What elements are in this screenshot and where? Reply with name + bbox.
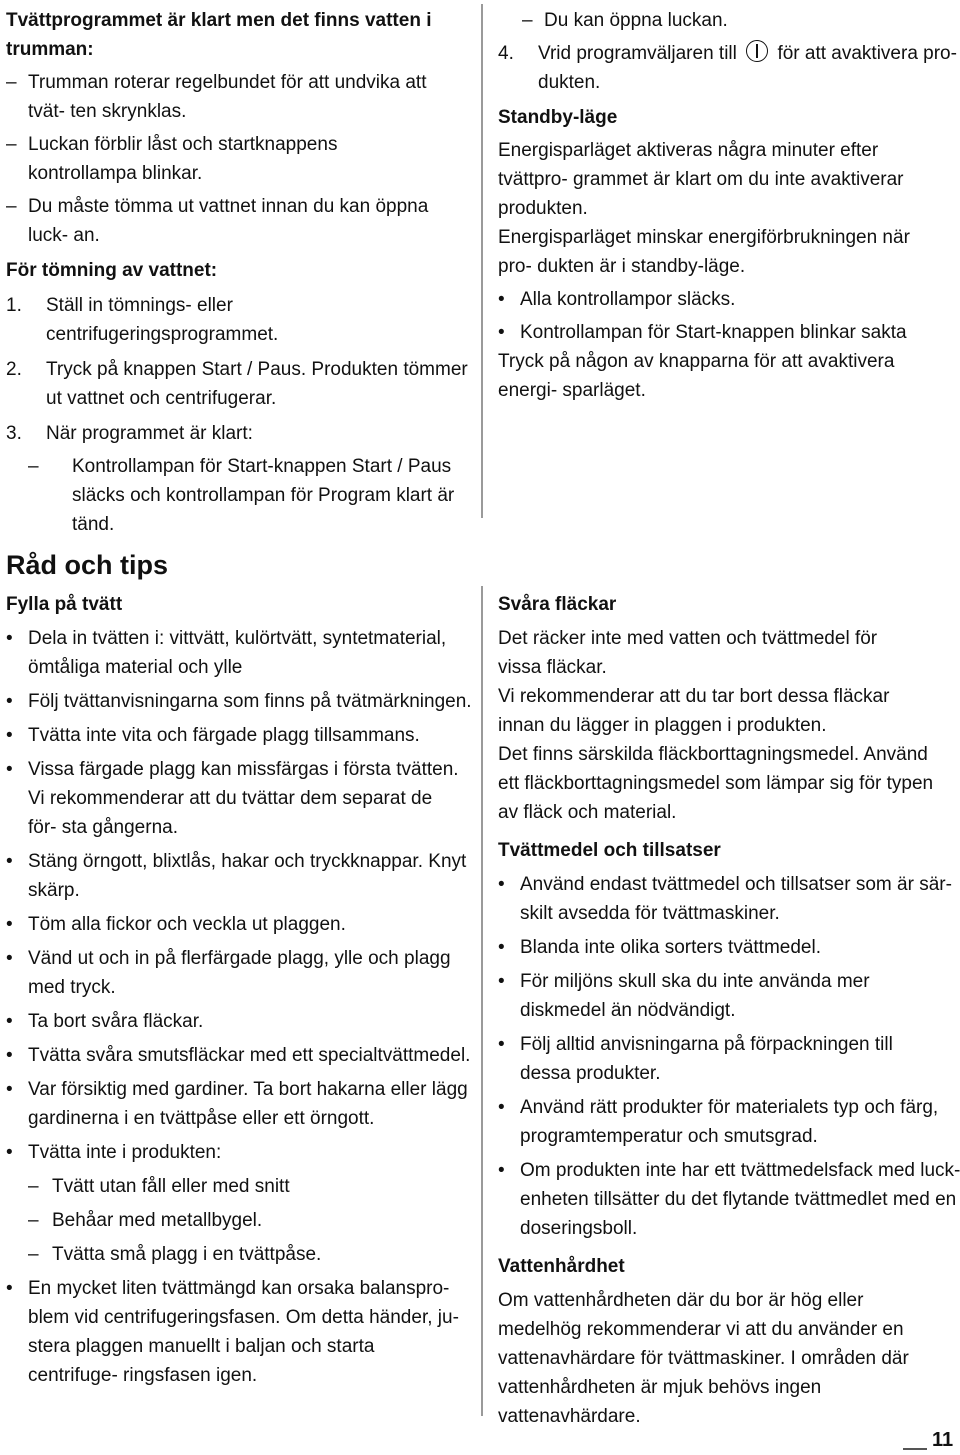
dash-item: – Du måste tömma ut vattnet innan du kan öppna luck- an. xyxy=(6,192,448,250)
dash-item: – Trumman roterar regelbundet för att undvika att tvät- ten skrynklas. xyxy=(6,68,448,126)
sub-dash-item: – Behåar med metallbygel. xyxy=(6,1206,468,1235)
step-text: Ställ in tömnings- eller centrifugeringsprogrammet. xyxy=(46,295,279,345)
column-divider-bottom xyxy=(481,586,483,1416)
water-hardness-paragraph: Om vattenhårdheten där du bor är hög eller medelhög rekommenderar vi att du använder en vattenavhärdare för tvättmaskiner. I områden där vattenhårdheten är mjuk behövs ingen vattenavhärdare. xyxy=(498,1290,909,1427)
sub-dash-item: – Tvätt utan fåll eller med snitt xyxy=(6,1172,468,1201)
step-1 xyxy=(6,291,468,349)
step-number: 3. xyxy=(6,423,22,444)
list-item: • Blanda inte olika sorters tvättmedel. xyxy=(498,933,960,962)
standby-heading: Standby-läge xyxy=(498,107,618,128)
stains-paragraph: Det finns särskilda fläckborttagningsmedel. Använd ett fläckborttagningsmedel som lämpar sig för typen av fläck och material. xyxy=(498,744,934,823)
list-item: • Vissa färgade plagg kan missfärgas i första tvätten. Vi rekommenderar att du tvättar dem separat de för- sta gångerna. xyxy=(6,755,464,842)
top-right-column xyxy=(498,6,957,405)
step-text-after: för att avaktivera pro- dukten. xyxy=(538,43,957,93)
standby-paragraph: Energisparläget aktiveras några minuter efter tvättpro- grammet är klart om du inte avaktiverar produkten. xyxy=(498,140,904,219)
stains-paragraph: Vi rekommenderar att du tar bort dessa fläckar innan du lägger in plaggen i produkten. xyxy=(498,686,890,736)
list-item: • Följ alltid anvisningarna på förpackningen till dessa produkter. xyxy=(498,1030,940,1088)
step-3-dash: – Kontrollampan för Start-knappen Start / Paus släcks och kontrollampan för Program klart är tänd. xyxy=(6,452,464,539)
standby-paragraph: Tryck på någon av knapparna för att avaktivera energi- sparläget. xyxy=(498,351,895,401)
list-item: • Tvätta inte i produkten: xyxy=(6,1138,468,1167)
step-text-before: Vrid programväljaren till xyxy=(538,43,737,64)
loading-heading: Fylla på tvätt xyxy=(6,594,123,615)
list-item: • Vänd ut och in på flerfärgade plagg, ylle och plagg med tryck. xyxy=(6,944,468,1002)
step-text: Tryck på knappen Start / Paus. Produkten tömmer ut vattnet och centrifugerar. xyxy=(46,359,468,409)
step-number: 4. xyxy=(498,43,514,64)
page-number: 11 xyxy=(932,1429,954,1451)
drain-steps-heading: För tömning av vattnet: xyxy=(6,260,218,281)
list-item: • Använd rätt produkter för materialets typ och färg, programtemperatur och smutsgrad. xyxy=(498,1093,960,1151)
water-hardness-heading: Vattenhårdhet xyxy=(498,1256,625,1277)
list-item: • Om produkten inte har ett tvättmedelsfack med luck- enheten tillsätter du det flytande tvättmedlet med en doseringsboll. xyxy=(498,1156,960,1243)
drain-heading: Tvättprogrammet är klart men det finns vatten i trumman: xyxy=(6,10,432,60)
detergents-heading: Tvättmedel och tillsatser xyxy=(498,840,721,861)
list-item: • Följ tvättanvisningarna som finns på tvätmärkningen. xyxy=(6,687,478,716)
standby-paragraph: Energisparläget minskar energiförbrukningen när pro- dukten är i standby-läge. xyxy=(498,227,910,277)
standby-bullet: • Kontrollampan för Start-knappen blinkar sakta xyxy=(498,318,954,347)
sub-dash-item: – Tvätta små plagg i en tvättpåse. xyxy=(6,1240,468,1269)
dash-item: – Luckan förblir låst och startknappens kontrollampa blinkar. xyxy=(6,130,448,188)
bottom-right-column xyxy=(498,590,960,1431)
list-item: • Ta bort svåra fläckar. xyxy=(6,1007,468,1036)
step-2 xyxy=(6,355,468,413)
step-number: 1. xyxy=(6,295,22,316)
list-item: • Töm alla fickor och veckla ut plaggen. xyxy=(6,910,468,939)
step-4 xyxy=(498,39,960,97)
bottom-left-column xyxy=(6,590,472,1390)
step-3 xyxy=(6,419,468,448)
list-item: • Tvätta svåra smutsfläckar med ett specialtvättmedel. xyxy=(6,1041,478,1070)
list-item: • Tvätta inte vita och färgade plagg tillsammans. xyxy=(6,721,468,750)
step-number: 2. xyxy=(6,359,22,380)
column-divider-top xyxy=(481,4,483,518)
list-item: • En mycket liten tvättmängd kan orsaka balanspro- blem vid centrifugeringsfasen. Om detta händer, ju- stera plaggen manuellt i baljan och starta centrifuge- ringsfasen igen. xyxy=(6,1274,468,1390)
top-left-column xyxy=(6,6,468,583)
list-item: • Stäng örngott, blixtlås, hakar och tryckknappar. Knyt skärp. xyxy=(6,847,468,905)
stains-paragraph: Det räcker inte med vatten och tvättmedel för vissa fläckar. xyxy=(498,628,878,678)
list-item: • För miljöns skull ska du inte använda mer diskmedel än nödvändigt. xyxy=(498,967,960,1025)
list-item: • Var försiktig med gardiner. Ta bort hakarna eller lägg gardinerna i en tvättpåse eller ett örngott. xyxy=(6,1075,468,1133)
stains-heading: Svåra fläckar xyxy=(498,594,617,615)
list-item: • Dela in tvätten i: vittvätt, kulörtvätt, syntetmaterial, ömtåliga material och ylle xyxy=(6,624,468,682)
standby-bullet: • Alla kontrollampor släcks. xyxy=(498,285,954,314)
list-item: • Använd endast tvättmedel och tillsatser som är sär- skilt avsedda för tvättmaskiner. xyxy=(498,870,960,928)
footer-rule xyxy=(903,1448,927,1450)
step-text: När programmet är klart: xyxy=(46,423,253,444)
section-title: Råd och tips xyxy=(6,550,169,580)
dash-item: – Du kan öppna luckan. xyxy=(498,6,954,35)
power-off-icon xyxy=(746,40,768,62)
